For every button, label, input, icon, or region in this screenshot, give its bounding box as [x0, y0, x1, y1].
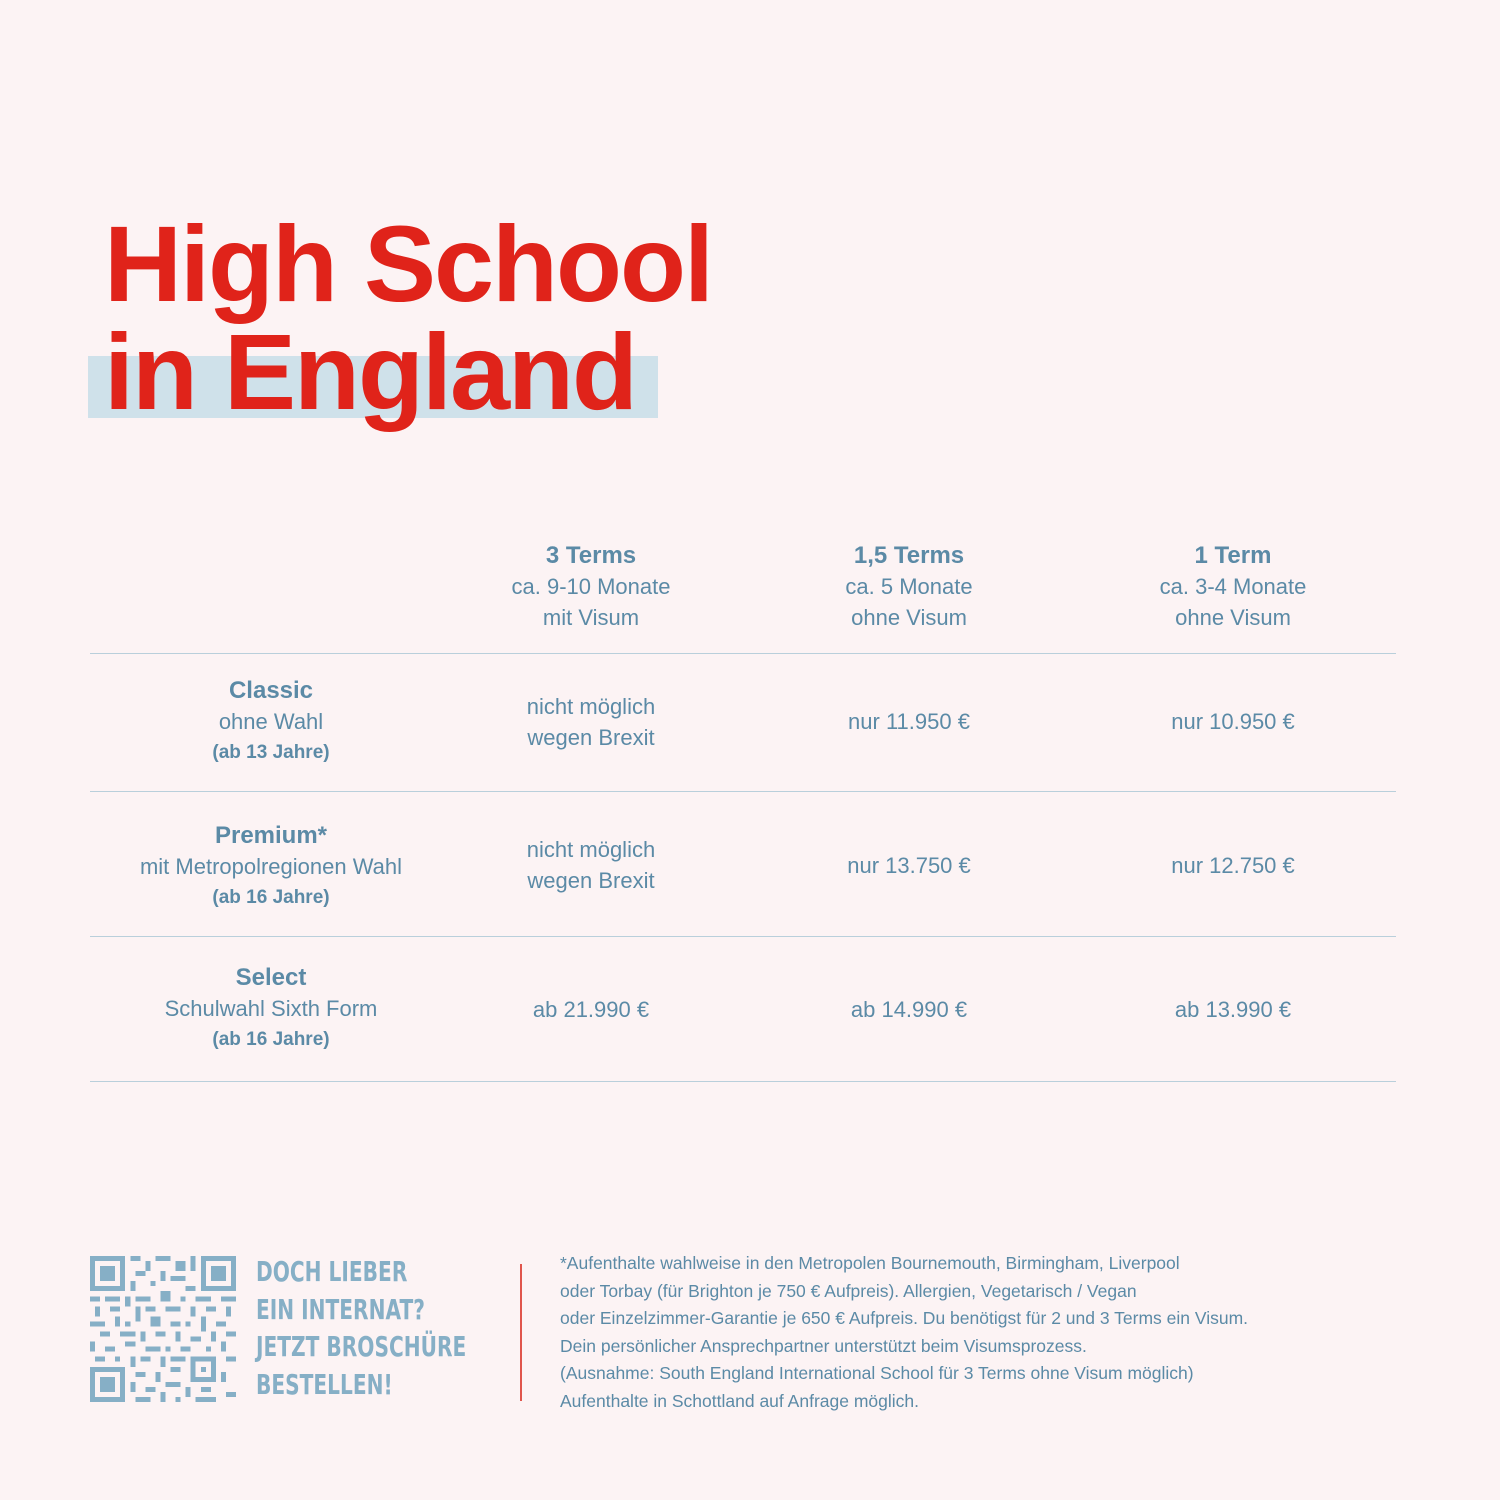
footnote-line: oder Torbay (für Brighton je 750 € Aufpreis). Allergien, Vegetarisch / Vegan — [560, 1280, 1137, 1301]
row-label — [90, 962, 452, 1055]
column-duration: ca. 5 Monate — [845, 574, 973, 599]
price-cell: nur 10.950 € — [1171, 709, 1295, 734]
program-name: Select — [235, 964, 307, 991]
footer-divider — [520, 1264, 522, 1401]
price-cell: ab 14.990 € — [850, 997, 968, 1022]
page-title-line-2: in England — [104, 311, 636, 432]
cta-line: BESTELLEN! — [256, 1367, 393, 1401]
table-divider — [90, 936, 1396, 937]
table-row-classic — [90, 675, 1396, 820]
price-note: wegen Brexit — [527, 725, 655, 750]
cta-line: EIN INTERNAT? — [256, 1292, 425, 1326]
price-cell: nur 13.750 € — [847, 853, 971, 878]
table-row-select — [90, 962, 1396, 1107]
column-visa: ohne Visum — [851, 605, 967, 630]
price-table — [90, 540, 1396, 1050]
price-cell: nur 12.750 € — [1171, 853, 1295, 878]
column-name: 1,5 Terms — [853, 542, 965, 569]
table-divider — [90, 1081, 1396, 1082]
row-label — [90, 675, 452, 768]
column-name: 3 Terms — [545, 542, 637, 569]
price-note: wegen Brexit — [527, 868, 655, 893]
cta-line: DOCH LIEBER — [256, 1255, 408, 1288]
qr-code-icon[interactable] — [90, 1256, 236, 1402]
column-header-1-5-terms — [764, 540, 1054, 633]
table-divider — [90, 653, 1396, 654]
price-cell — [446, 691, 736, 753]
brochure-cta[interactable] — [256, 1253, 466, 1403]
cta-line: JETZT BROSCHÜRE — [256, 1330, 467, 1363]
program-description: Schulwahl Sixth Form — [164, 996, 378, 1021]
price-cell — [446, 834, 736, 896]
program-age: (ab 16 Jahre) — [212, 887, 330, 908]
price-cell: ab 21.990 € — [532, 997, 650, 1022]
footnote-line: Aufenthalte in Schottland auf Anfrage möglich. — [560, 1390, 919, 1411]
program-age: (ab 16 Jahre) — [212, 1029, 330, 1050]
program-name: Classic — [228, 677, 314, 704]
price-note: nicht möglich — [526, 694, 656, 719]
program-name: Premium* — [214, 822, 328, 849]
price-cell: nur 11.950 € — [848, 709, 970, 734]
column-visa: mit Visum — [542, 605, 640, 630]
footnote — [560, 1250, 1360, 1416]
column-name: 1 Term — [1194, 542, 1272, 569]
footnote-line: Dein persönlicher Ansprechpartner unterstützt beim Visumsprozess. — [560, 1335, 1087, 1356]
footnote-line: oder Einzelzimmer-Garantie je 650 € Aufpreis. Du benötigst für 2 und 3 Terms ein Visum. — [560, 1308, 1249, 1329]
footnote-line: (Ausnahme: South England International School für 3 Terms ohne Visum möglich) — [560, 1363, 1194, 1384]
program-age: (ab 13 Jahre) — [212, 742, 330, 763]
program-description: ohne Wahl — [218, 709, 324, 734]
column-header-1-term — [1088, 540, 1378, 633]
column-header-3-terms — [446, 540, 736, 633]
price-note: nicht möglich — [526, 837, 656, 862]
program-description: mit Metropolregionen Wahl — [139, 854, 403, 879]
table-header — [90, 540, 1396, 653]
table-row-premium — [90, 820, 1396, 965]
column-duration: ca. 9-10 Monate — [511, 574, 671, 599]
table-divider — [90, 791, 1396, 792]
page-title-line-1: High School — [104, 203, 712, 324]
row-label — [90, 820, 452, 913]
price-cell: ab 13.990 € — [1174, 997, 1292, 1022]
footnote-line: *Aufenthalte wahlweise in den Metropolen Bournemouth, Birmingham, Liverpool — [560, 1253, 1180, 1273]
column-duration: ca. 3-4 Monate — [1159, 574, 1307, 599]
column-visa: ohne Visum — [1175, 605, 1291, 630]
